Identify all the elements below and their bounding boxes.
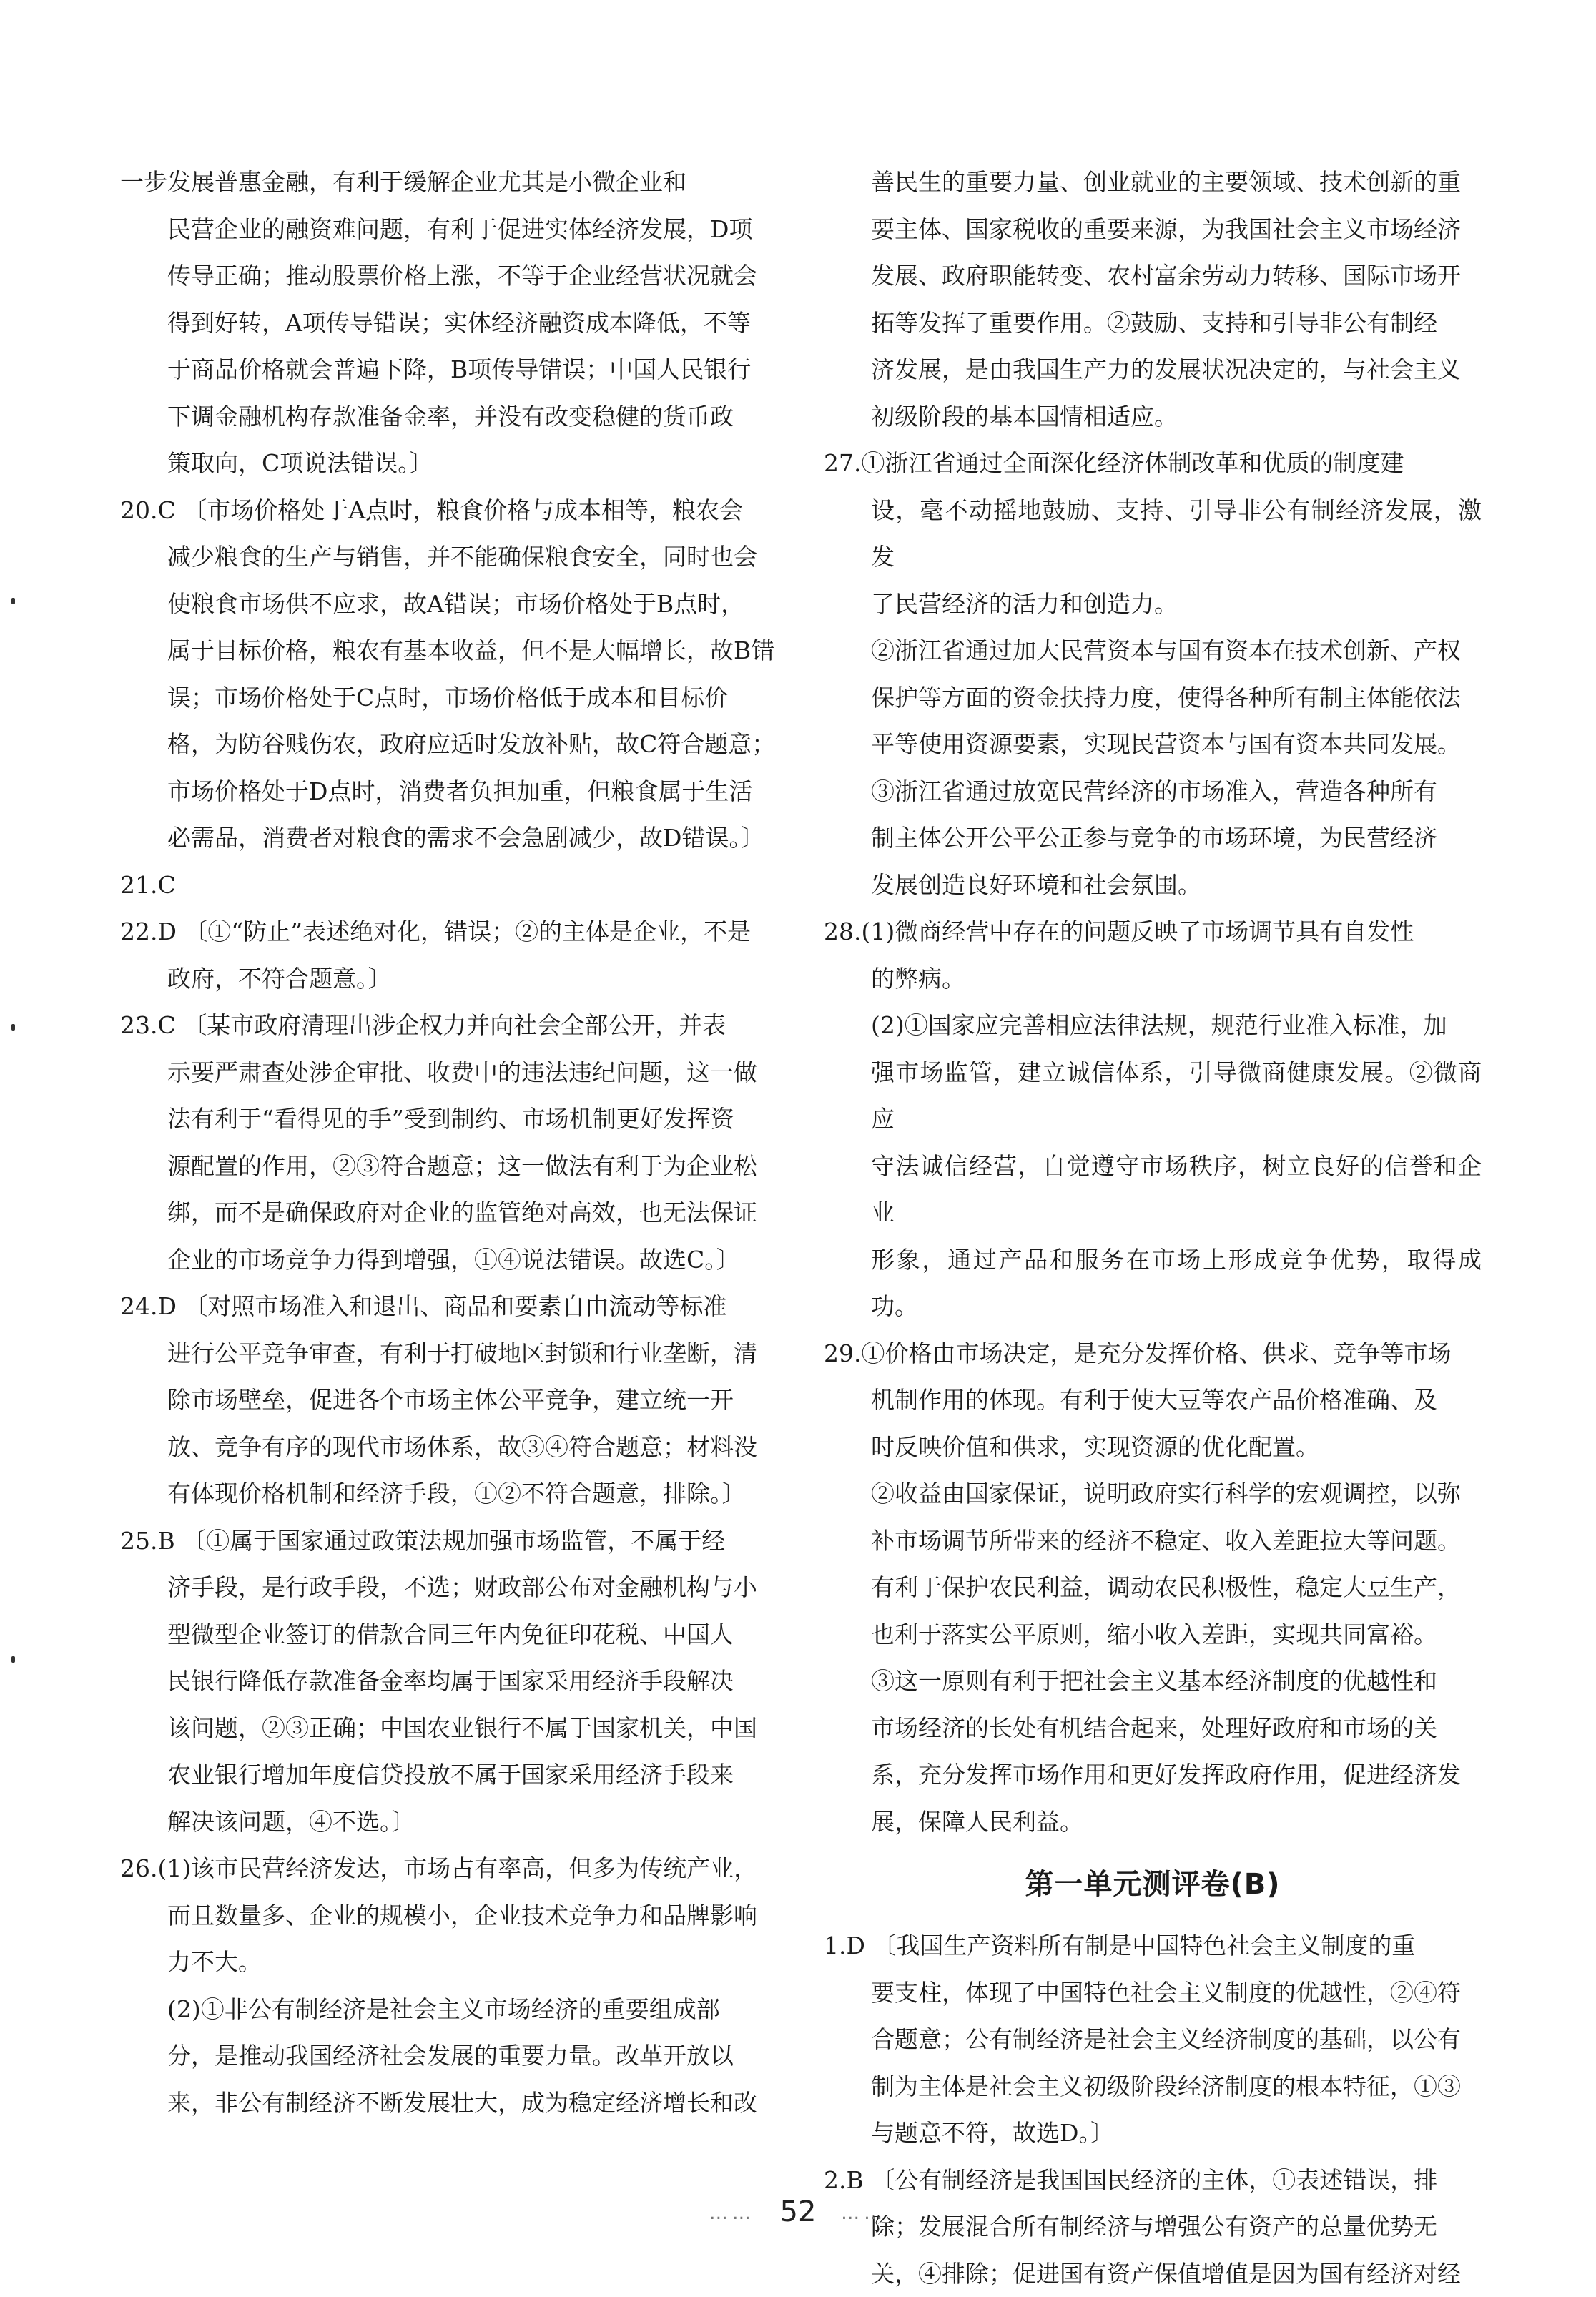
text-line: 市场价格处于D点时，消费者负担加重，但粮食属于生活 (120, 768, 779, 815)
text-line: 补市场调节所带来的经济不稳定、收入差距拉大等问题。 (824, 1518, 1482, 1565)
text-line: 28.(1)微商经营中存在的问题反映了市场调节具有自发性 (824, 908, 1482, 955)
text-line: 法有利于“看得见的手”受到制约、市场机制更好发挥资 (120, 1096, 779, 1143)
answer-item (120, 1283, 779, 1518)
text-line: 型微型企业签订的借款合同三年内免征印花税、中国人 (120, 1611, 779, 1658)
text-line: 20.C 〔市场价格处于A点时，粮食价格与成本相等，粮农会 (120, 487, 779, 534)
text-line: 1.D 〔我国生产资料所有制是中国特色社会主义制度的重 (824, 1922, 1482, 1969)
text-line: 农业银行增加年度信贷投放不属于国家采用经济手段来 (120, 1751, 779, 1799)
text-line: 绑，而不是确保政府对企业的监管绝对高效，也无法保证 (120, 1189, 779, 1236)
text-line: 合题意；公有制经济是社会主义经济制度的基础，以公有 (824, 2016, 1482, 2063)
scan-mark (11, 1024, 15, 1031)
text-line: 29.①价格由市场决定，是充分发挥价格、供求、竞争等市场 (824, 1330, 1482, 1377)
text-line: 制为主体是社会主义初级阶段经济制度的根本特征，①③ (824, 2063, 1482, 2110)
footer-dots-right: …… (841, 2203, 887, 2224)
text-line: 济发展，是由我国生产力的发展状况决定的，与社会主义 (824, 346, 1482, 393)
page-footer (0, 2195, 1596, 2228)
text-line: ③浙江省通过放宽民营经济的市场准入，营造各种所有 (824, 768, 1482, 815)
answer-paragraph (824, 627, 1482, 768)
text-line: 下调金融机构存款准备金率，并没有改变稳健的货币政 (120, 393, 779, 441)
text-line: 减少粮食的生产与销售，并不能确保粮食安全，同时也会 (120, 533, 779, 581)
text-line: 发展创造良好环境和社会氛围。 (824, 862, 1482, 909)
text-line: 企业的市场竞争力得到增强，①④说法错误。故选C。〕 (120, 1236, 779, 1284)
text-line: 23.C 〔某市政府清理出涉企权力并向社会全部公开，并表 (120, 1002, 779, 1049)
text-line: 力不大。 (120, 1939, 779, 1986)
text-line: 24.D 〔对照市场准入和退出、商品和要素自由流动等标准 (120, 1283, 779, 1330)
text-line: 而且数量多、企业的规模小，企业技术竞争力和品牌影响 (120, 1892, 779, 1939)
text-line: 必需品，消费者对粮食的需求不会急剧减少，故D错误。〕 (120, 815, 779, 862)
text-line: 关，④排除；促进国有资产保值增值是因为国有经济对经 (824, 2251, 1482, 2297)
text-line: 有体现价格机制和经济手段，①②不符合题意，排除。〕 (120, 1470, 779, 1518)
text-line: 该问题，②③正确；中国农业银行不属于国家机关，中国 (120, 1705, 779, 1752)
answer-item (120, 862, 779, 909)
text-line: 误；市场价格处于C点时，市场价格低于成本和目标价 (120, 674, 779, 722)
text-line: 26.(1)该市民营经济发达，市场占有率高，但多为传统产业， (120, 1845, 779, 1892)
text-line: 强市场监管，建立诚信体系，引导微商健康发展。②微商应 (824, 1049, 1482, 1143)
answer-item (120, 1845, 779, 1986)
text-line: 善民生的重要力量、创业就业的主要领域、技术创新的重 (824, 159, 1482, 206)
text-line: 平等使用资源要素，实现民营资本与国有资本共同发展。 (824, 721, 1482, 768)
answer-paragraph (824, 1658, 1482, 1845)
answer-item (120, 1518, 779, 1846)
text-line: (2)①国家应完善相应法律法规，规范行业准入标准，加 (824, 1002, 1482, 1049)
text-line: ③这一原则有利于把社会主义基本经济制度的优越性和 (824, 1658, 1482, 1705)
text-line: 发展、政府职能转变、农村富余劳动力转移、国际市场开 (824, 252, 1482, 300)
text-line: 设，毫不动摇地鼓励、支持、引导非公有制经济发展，激发 (824, 487, 1482, 581)
scan-mark (11, 1656, 15, 1663)
text-line: 系，充分发挥市场作用和更好发挥政府作用，促进经济发 (824, 1751, 1482, 1799)
text-line: 除；发展混合所有制经济与增强公有资产的总量优势无 (824, 2203, 1482, 2251)
text-line: 机制作用的体现。有利于使大豆等农产品价格准确、及 (824, 1377, 1482, 1424)
text-line: 也利于落实公平原则，缩小收入差距，实现共同富裕。 (824, 1611, 1482, 1658)
text-line: 民银行降低存款准备金率均属于国家采用经济手段解决 (120, 1658, 779, 1705)
text-line: 进行公平竞争审查，有利于打破地区封锁和行业垄断，清 (120, 1330, 779, 1377)
text-line: 拓等发挥了重要作用。②鼓励、支持和引导非公有制经 (824, 300, 1482, 347)
text-line: 源配置的作用，②③符合题意；这一做法有利于为企业松 (120, 1143, 779, 1190)
text-line: 属于目标价格，粮农有基本收益，但不是大幅增长，故B错 (120, 627, 779, 674)
right-column (824, 159, 1482, 2297)
text-line: 与题意不符，故选D。〕 (824, 2110, 1482, 2157)
answer-paragraph (824, 159, 1482, 440)
left-column (120, 159, 779, 2126)
section-title: 第一单元测评卷(B) (824, 1852, 1482, 1917)
answer-item (824, 1330, 1482, 1471)
text-line: 有利于保护农民利益，调动农民积极性，稳定大豆生产， (824, 1564, 1482, 1611)
answer-item (120, 487, 779, 862)
text-line: 民营企业的融资难问题，有利于促进实体经济发展，D项 (120, 206, 779, 253)
answer-paragraph (120, 1986, 779, 2127)
text-line: 传导正确；推动股票价格上涨，不等于企业经营状况就会 (120, 252, 779, 300)
text-line: 保护等方面的资金扶持力度，使得各种所有制主体能依法 (824, 674, 1482, 722)
text-line: 市场经济的长处有机结合起来，处理好政府和市场的关 (824, 1705, 1482, 1752)
text-line: ②收益由国家保证，说明政府实行科学的宏观调控，以弥 (824, 1470, 1482, 1518)
text-line: 25.B 〔①属于国家通过政策法规加强市场监管，不属于经 (120, 1518, 779, 1565)
text-line: 27.①浙江省通过全面深化经济体制改革和优质的制度建 (824, 440, 1482, 487)
answer-item (824, 1922, 1482, 2157)
text-line: 守法诚信经营，自觉遵守市场秩序，树立良好的信誉和企业 (824, 1143, 1482, 1236)
text-line: 使粮食市场供不应求，故A错误；市场价格处于B点时， (120, 581, 779, 628)
text-line: 21.C (120, 862, 779, 909)
text-line: 策取向，C项说法错误。〕 (120, 440, 779, 487)
answer-paragraph (824, 1470, 1482, 1658)
text-line: 除市场壁垒，促进各个市场主体公平竞争，建立统一开 (120, 1377, 779, 1424)
text-line: 解决该问题，④不选。〕 (120, 1799, 779, 1846)
answer-item (824, 908, 1482, 1002)
text-line: 22.D 〔①“防止”表述绝对化，错误；②的主体是企业，不是 (120, 908, 779, 955)
answer-item (120, 908, 779, 1002)
text-line: 来，非公有制经济不断发展壮大，成为稳定经济增长和改 (120, 2080, 779, 2127)
text-line: 展，保障人民利益。 (824, 1799, 1482, 1846)
text-line: 形象，通过产品和服务在市场上形成竞争优势，取得成功。 (824, 1236, 1482, 1330)
scan-mark (11, 598, 15, 604)
text-line: 济手段，是行政手段，不选；财政部公布对金融机构与小 (120, 1564, 779, 1611)
text-line: 要主体、国家税收的重要来源，为我国社会主义市场经济 (824, 206, 1482, 253)
text-line: 初级阶段的基本国情相适应。 (824, 393, 1482, 441)
text-line: 的弊病。 (824, 955, 1482, 1003)
answer-item (120, 159, 779, 487)
text-line: 制主体公开公平公正参与竞争的市场环境，为民营经济 (824, 815, 1482, 862)
text-line: (2)①非公有制经济是社会主义市场经济的重要组成部 (120, 1986, 779, 2033)
page-number: 52 (780, 2195, 817, 2228)
text-line: 格，为防谷贱伤农，政府应适时发放补贴，故C符合题意； (120, 721, 779, 768)
text-line: 分，是推动我国经济社会发展的重要力量。改革开放以 (120, 2032, 779, 2080)
text-line: 要支柱，体现了中国特色社会主义制度的优越性，②④符 (824, 1969, 1482, 2017)
answer-item (120, 1002, 779, 1283)
text-line: 于商品价格就会普遍下降，B项传导错误；中国人民银行 (120, 346, 779, 393)
text-line: 时反映价值和供求，实现资源的优化配置。 (824, 1424, 1482, 1471)
answer-paragraph (824, 768, 1482, 909)
answer-item (824, 440, 1482, 627)
text-line: 一步发展普惠金融，有利于缓解企业尤其是小微企业和 (120, 159, 779, 206)
text-line: 2.B 〔公有制经济是我国国民经济的主体，①表述错误，排 (824, 2157, 1482, 2204)
text-line: 得到好转，A项传导错误；实体经济融资成本降低，不等 (120, 300, 779, 347)
text-line: 政府，不符合题意。〕 (120, 955, 779, 1003)
text-line: 示要严肃查处涉企审批、收费中的违法违纪问题，这一做 (120, 1049, 779, 1096)
text-line: ②浙江省通过加大民营资本与国有资本在技术创新、产权 (824, 627, 1482, 674)
footer-dots-left: …… (709, 2203, 755, 2224)
answer-paragraph (824, 1002, 1482, 1330)
text-line: 放、竞争有序的现代市场体系，故③④符合题意；材料没 (120, 1424, 779, 1471)
text-line: 了民营经济的活力和创造力。 (824, 581, 1482, 628)
